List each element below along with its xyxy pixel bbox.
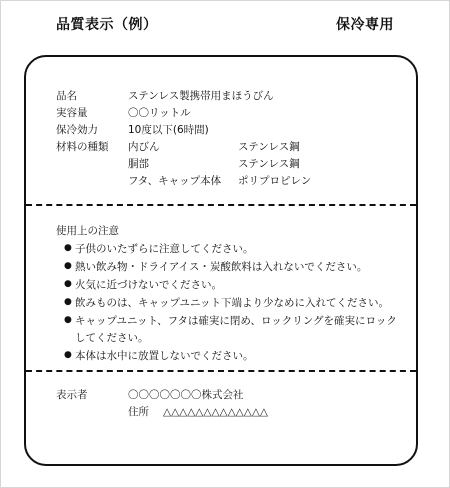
- note-item: [56, 277, 406, 294]
- spec-row-capacity: [56, 105, 311, 122]
- spec-key: 材料の種類: [56, 140, 109, 153]
- address-value: △△△△△△△△△△△△△: [163, 405, 268, 418]
- material-type: ステンレス鋼: [238, 157, 300, 170]
- spec-key: 保冷効力: [56, 123, 98, 136]
- quality-label-box: [24, 55, 418, 466]
- note-text: 子供のいたずらに注意してください。: [75, 243, 254, 255]
- note-item: [56, 313, 406, 347]
- material-part: フタ、キャップ本体: [128, 174, 222, 187]
- product-category: 保冷専用: [336, 17, 394, 33]
- spec-row-materials: [56, 173, 311, 190]
- note-text: 火気に近づけないでください。: [75, 279, 222, 291]
- page-title: 品質表示（例）: [56, 17, 158, 33]
- material-type: ステンレス鋼: [238, 140, 300, 153]
- note-item: [56, 241, 406, 258]
- spec-row-materials: [56, 156, 311, 173]
- labeler-key: 表示者: [56, 388, 88, 401]
- spec-key: 実容量: [56, 106, 88, 119]
- spec-value: 10度以下(6時間): [128, 123, 209, 136]
- bullet-icon: ●: [64, 350, 72, 360]
- note-text: 飲みものは、キャップユニット下端より少なめに入れてください。: [75, 297, 390, 309]
- labeler-section: [56, 387, 268, 421]
- address-key: 住所: [128, 405, 149, 418]
- material-part: 内びん: [128, 140, 160, 153]
- bullet-icon: ●: [64, 243, 72, 253]
- material-type: ポリプロピレン: [238, 174, 312, 187]
- note-text: キャップユニット、フタは確実に閉め、ロックリングを確実にロックしてください。: [75, 315, 397, 344]
- note-text: 熱い飲み物・ドライアイス・炭酸飲料は入れないでください。: [75, 261, 368, 273]
- bullet-icon: ●: [64, 315, 72, 325]
- spec-row-materials: [56, 139, 311, 156]
- spec-section: [56, 88, 311, 190]
- bullet-icon: ●: [64, 297, 72, 307]
- material-part: 胴部: [128, 157, 149, 170]
- usage-notes-section: [56, 223, 406, 365]
- dashed-divider: [26, 204, 416, 206]
- spec-value: 〇〇リットル: [128, 106, 191, 119]
- spec-row-product-name: [56, 88, 311, 105]
- note-item: [56, 348, 406, 365]
- spec-value: ステンレス製携帯用まほうびん: [128, 89, 274, 102]
- bullet-icon: ●: [64, 261, 72, 271]
- spec-key: 品名: [56, 89, 77, 102]
- spec-row-cold-retention: [56, 122, 311, 139]
- notes-heading: 使用上の注意: [56, 224, 119, 237]
- company-name: 〇〇〇〇〇〇〇株式会社: [128, 388, 244, 401]
- dashed-divider: [26, 370, 416, 372]
- bullet-icon: ●: [64, 279, 72, 289]
- note-item: [56, 295, 406, 312]
- labeler-row: [56, 387, 268, 404]
- note-text: 本体は水中に放置しないでください。: [75, 350, 254, 362]
- address-row: [56, 404, 268, 421]
- note-item: [56, 259, 406, 276]
